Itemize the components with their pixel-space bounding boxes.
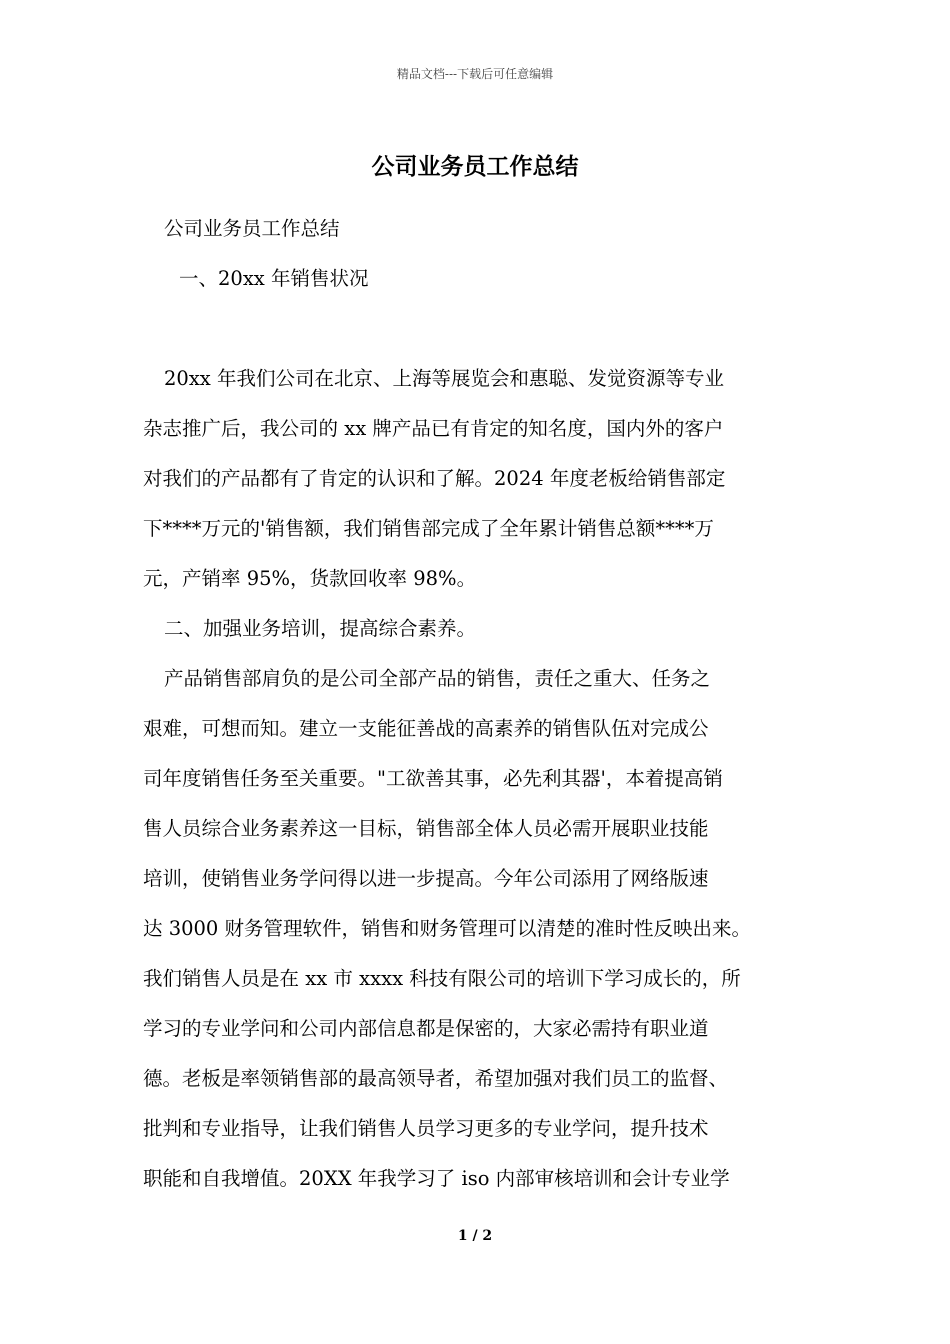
paragraph-line: 批判和专业指导，让我们销售人员学习更多的专业学问，提升技术: [143, 1117, 709, 1140]
paragraph-line: 职能和自我增值。20XX 年我学习了 iso 内部审核培训和会计专业学: [143, 1167, 730, 1190]
page-header: 精品文档---下载后可任意编辑: [396, 67, 554, 81]
paragraph-line: 学习的专业学问和公司内部信息都是保密的，大家必需持有职业道: [143, 1017, 709, 1040]
paragraph-training: [143, 654, 823, 1204]
paragraph-line: 培训，使销售业务学问得以进一步提高。今年公司添用了网络版速: [143, 867, 709, 890]
paragraph-line: 我们销售人员是在 xx 市 xxxx 科技有限公司的培训下学习成长的，所: [143, 967, 741, 990]
paragraph-spacer: [143, 304, 823, 354]
document-title: 公司业务员工作总结: [371, 153, 579, 180]
paragraph-line: 达 3000 财务管理软件，销售和财务管理可以清楚的准时性反映出来。: [143, 917, 752, 940]
section-heading-training: 二、加强业务培训，提高综合素养。: [164, 617, 477, 640]
document-body: [143, 204, 823, 1204]
paragraph-line: 杂志推广后，我公司的 xx 牌产品已有肯定的知名度，国内外的客户: [143, 417, 724, 440]
paragraph-line: 下****万元的'销售额，我们销售部完成了全年累计销售总额****万: [143, 517, 714, 540]
paragraph-line: 售人员综合业务素养这一目标，销售部全体人员必需开展职业技能: [143, 817, 709, 840]
paragraph-line: 元，产销率 95%，货款回收率 98%。: [143, 567, 477, 590]
document-subtitle: 公司业务员工作总结: [164, 217, 340, 240]
paragraph-line: 艰难，可想而知。建立一支能征善战的高素养的销售队伍对完成公: [143, 717, 709, 740]
paragraph-line: 产品销售部肩负的是公司全部产品的销售，责任之重大、任务之: [164, 667, 711, 690]
paragraph-line: 20xx 年我们公司在北京、上海等展览会和惠聪、发觉资源等专业: [164, 367, 725, 390]
section-heading-sales-status: 一、20xx 年销售状况: [179, 267, 369, 290]
paragraph-line: 对我们的产品都有了肯定的认识和了解。2024 年度老板给销售部定: [143, 467, 726, 490]
paragraph-line: 司年度销售任务至关重要。"工欲善其事，必先利其器'，本着提高销: [143, 767, 723, 790]
paragraph-sales-status: [143, 354, 823, 604]
paragraph-line: 德。老板是率领销售部的最高领导者，希望加强对我们员工的监督、: [143, 1067, 729, 1090]
page-number: 1 / 2: [457, 1228, 493, 1244]
